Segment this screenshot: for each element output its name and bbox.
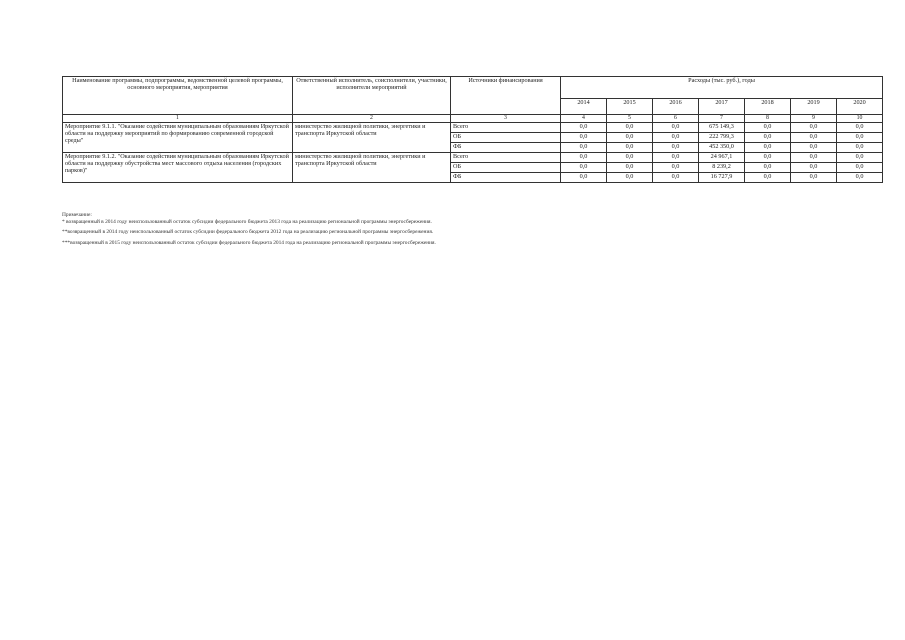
- value-cell: 0,0: [791, 163, 837, 173]
- funding-source: ФБ: [451, 143, 561, 153]
- column-number: 7: [699, 115, 745, 123]
- value-cell: 0,0: [561, 173, 607, 183]
- value-cell: 0,0: [745, 153, 791, 163]
- notes-block: [62, 212, 436, 246]
- table-row: [63, 123, 883, 133]
- value-cell: 0,0: [653, 123, 699, 133]
- value-cell: 0,0: [791, 143, 837, 153]
- table-row: [63, 153, 883, 163]
- value-cell: 16 727,9: [699, 173, 745, 183]
- column-number: 1: [63, 115, 293, 123]
- header-year: 2015: [607, 99, 653, 115]
- measure-executor: министерство жилищной политики, энергетики и транспорта Иркутской области: [293, 123, 451, 153]
- header-expenses: Расходы (тыс. руб.), годы: [561, 77, 883, 99]
- header-year: 2014: [561, 99, 607, 115]
- value-cell: 0,0: [561, 163, 607, 173]
- value-cell: 0,0: [837, 153, 883, 163]
- value-cell: 0,0: [561, 123, 607, 133]
- value-cell: 0,0: [837, 173, 883, 183]
- measure-executor: министерство жилищной политики, энергетики и транспорта Иркутской области: [293, 153, 451, 183]
- column-number: 4: [561, 115, 607, 123]
- funding-source: Всего: [451, 153, 561, 163]
- value-cell: 0,0: [607, 133, 653, 143]
- value-cell: 0,0: [607, 123, 653, 133]
- header-year: 2019: [791, 99, 837, 115]
- measure-name: Мероприятие 9.1.1. "Оказание содействия муниципальным образованиям Иркутской области на поддержку мероприятий по формированию современной городской среды": [63, 123, 293, 153]
- value-cell: 0,0: [837, 133, 883, 143]
- value-cell: 0,0: [607, 143, 653, 153]
- column-number: 3: [451, 115, 561, 123]
- value-cell: 452 350,0: [699, 143, 745, 153]
- funding-source: Всего: [451, 123, 561, 133]
- value-cell: 8 239,2: [699, 163, 745, 173]
- notes-title: Примечание:: [62, 212, 92, 218]
- value-cell: 0,0: [837, 123, 883, 133]
- column-number: 2: [293, 115, 451, 123]
- value-cell: 0,0: [791, 153, 837, 163]
- value-cell: 222 799,3: [699, 133, 745, 143]
- value-cell: 0,0: [653, 163, 699, 173]
- value-cell: 0,0: [837, 163, 883, 173]
- header-year: 2017: [699, 99, 745, 115]
- header-year: 2016: [653, 99, 699, 115]
- value-cell: 0,0: [745, 163, 791, 173]
- value-cell: 0,0: [653, 173, 699, 183]
- header-year: 2020: [837, 99, 883, 115]
- value-cell: 0,0: [837, 143, 883, 153]
- value-cell: 0,0: [653, 133, 699, 143]
- header-executor: Ответственный исполнитель, соисполнители, участники, исполнители мероприятий: [293, 77, 451, 115]
- value-cell: 0,0: [607, 173, 653, 183]
- note-line: * возвращенный в 2014 году неиспользованный остаток субсидии федерального бюджета 2013 года на реализацию региональной программы энергосбережения.: [62, 218, 432, 225]
- value-cell: 24 967,1: [699, 153, 745, 163]
- column-number: 6: [653, 115, 699, 123]
- column-number: 8: [745, 115, 791, 123]
- header-name: Наименование программы, подпрограммы, ведомственной целевой программы, основного мероприятия, мероприятия: [63, 77, 293, 115]
- column-numbers-row: [63, 115, 883, 123]
- value-cell: 0,0: [653, 153, 699, 163]
- value-cell: 0,0: [561, 133, 607, 143]
- value-cell: 0,0: [745, 133, 791, 143]
- value-cell: 0,0: [745, 173, 791, 183]
- funding-source: ОБ: [451, 163, 561, 173]
- value-cell: 0,0: [561, 143, 607, 153]
- value-cell: 675 149,3: [699, 123, 745, 133]
- header-year: 2018: [745, 99, 791, 115]
- note-line: **возвращенный в 2014 году неиспользованный остаток субсидии федерального бюджета 2012 года на реализацию региональной программы энергосбережения.: [62, 229, 434, 235]
- column-number: 5: [607, 115, 653, 123]
- measure-name: Мероприятие 9.1.2. "Оказание содействия муниципальным образованиям Иркутской области на поддержку обустройства мест массового отдыха населения (городских парков)": [63, 153, 293, 183]
- funding-source: ФБ: [451, 173, 561, 183]
- column-number: 10: [837, 115, 883, 123]
- value-cell: 0,0: [791, 133, 837, 143]
- header-source: Источники финансирования: [451, 77, 561, 115]
- value-cell: 0,0: [745, 123, 791, 133]
- column-number: 9: [791, 115, 837, 123]
- value-cell: 0,0: [607, 163, 653, 173]
- value-cell: 0,0: [653, 143, 699, 153]
- value-cell: 0,0: [791, 123, 837, 133]
- note-line: ***возвращенный в 2015 году неиспользованный остаток субсидии федерального бюджета 2014 года на реализацию региональной программы энергосбережения.: [62, 239, 436, 246]
- value-cell: 0,0: [561, 153, 607, 163]
- expenses-table: [62, 76, 883, 183]
- value-cell: 0,0: [607, 153, 653, 163]
- value-cell: 0,0: [791, 173, 837, 183]
- funding-source: ОБ: [451, 133, 561, 143]
- value-cell: 0,0: [745, 143, 791, 153]
